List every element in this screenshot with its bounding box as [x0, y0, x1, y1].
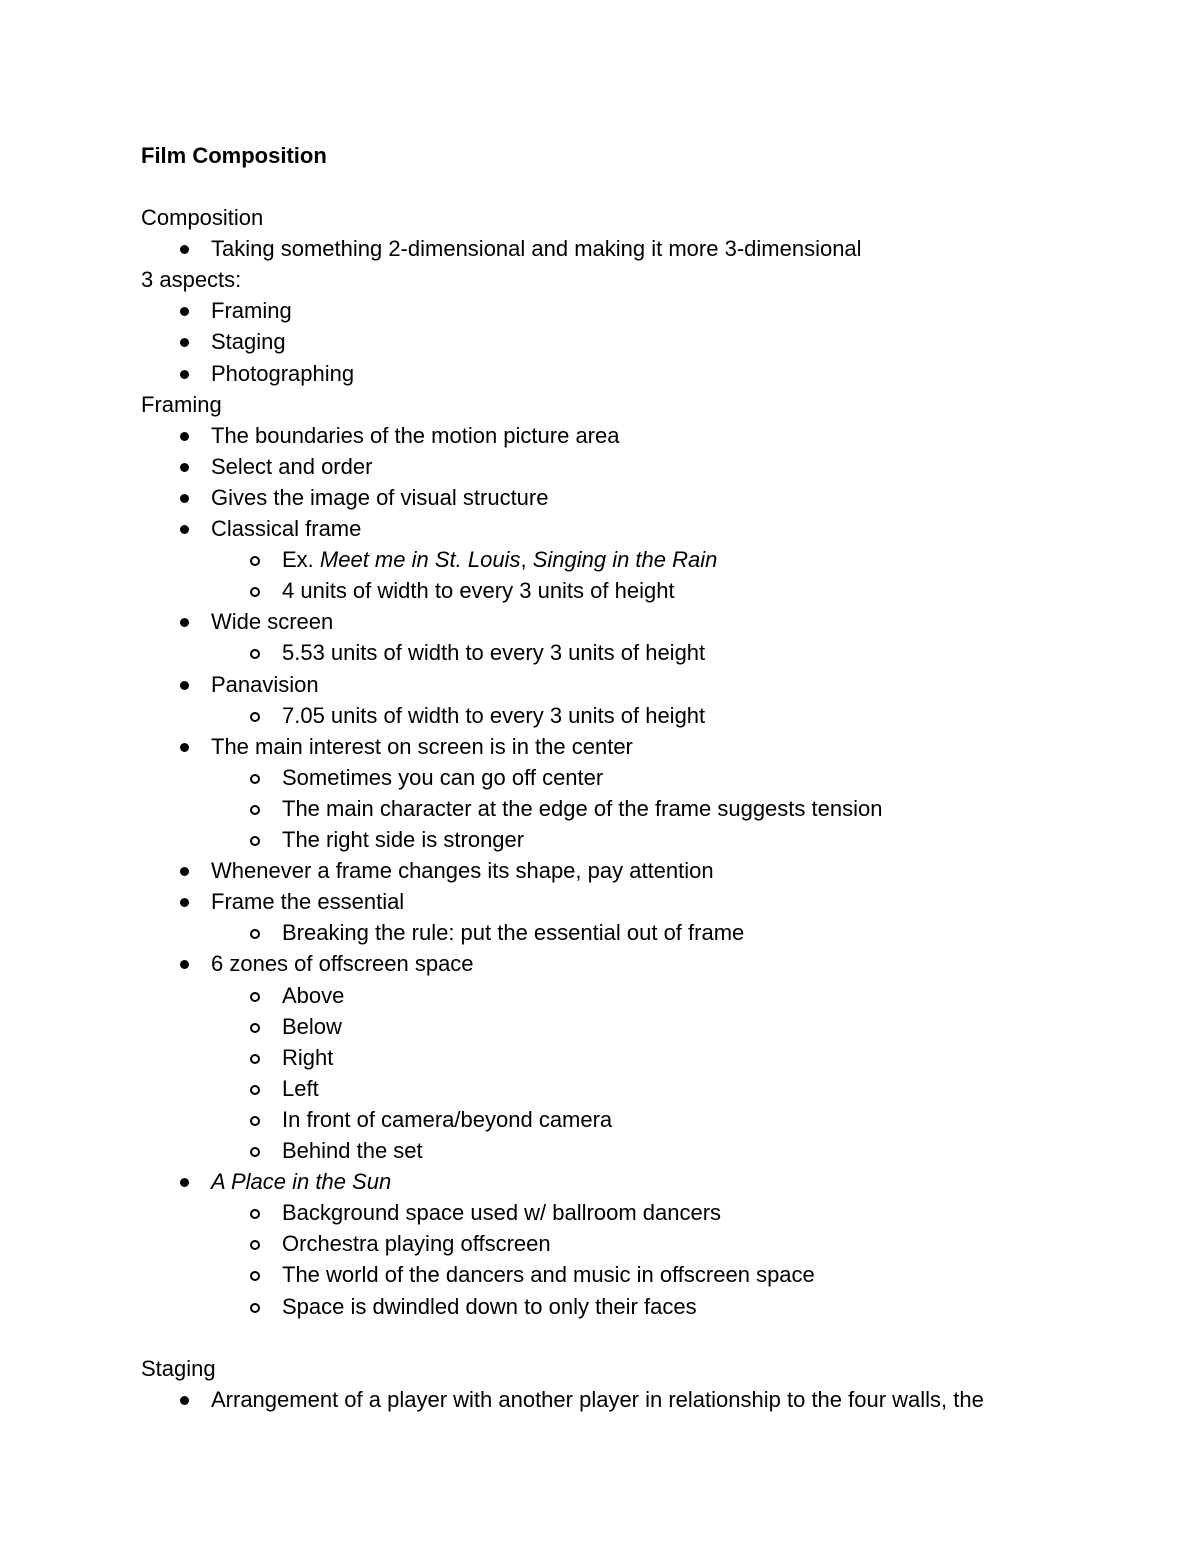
bullet-dot-icon [180, 743, 189, 752]
page-title: Film Composition [141, 143, 327, 168]
bullet-dot-icon [180, 898, 189, 907]
section-heading: Composition [141, 205, 264, 230]
italic-title-text: A Place in the Sun [211, 1169, 392, 1195]
section-heading: 3 aspects: [141, 267, 242, 293]
bullet-item: Panavision [211, 671, 319, 697]
sub-bullet-item: 4 units of width to every 3 units of height [282, 578, 675, 604]
bullet-item: Gives the image of visual structure [211, 484, 549, 510]
bullet-item: Photographing [211, 360, 355, 386]
bullet-item: Framing [211, 298, 292, 324]
sub-bullet-item [282, 547, 717, 573]
bullet-item: Taking something 2-dimensional and making it more 3-dimensional [211, 236, 862, 262]
sub-bullet-item: Above [282, 982, 345, 1008]
bullet-dot-icon [180, 1178, 189, 1187]
hollow-bullet-icon [250, 649, 260, 659]
bullet-item: Classical frame [211, 516, 362, 541]
bullet-item: Whenever a frame changes its shape, pay attention [211, 858, 714, 884]
bullet-dot-icon [180, 307, 189, 316]
bullet-dot-icon [180, 494, 189, 503]
bullet-dot-icon [180, 245, 189, 254]
italic-title-text: Singing in the Rain [532, 547, 718, 573]
sub-bullet-item: Left [282, 1075, 319, 1101]
hollow-bullet-icon [250, 712, 260, 722]
bullet-dot-icon [180, 370, 189, 379]
bullet-dot-icon [180, 618, 189, 627]
sub-bullet-item: The right side is stronger [282, 827, 525, 852]
bullet-dot-icon [180, 463, 189, 472]
hollow-bullet-icon [250, 836, 260, 846]
bullet-item: 6 zones of offscreen space [211, 951, 474, 977]
bullet-dot-icon [180, 525, 189, 534]
bullet-item: Wide screen [211, 609, 334, 635]
bullet-item [211, 1169, 391, 1195]
hollow-bullet-icon [250, 774, 260, 784]
bullet-item: The boundaries of the motion picture area [211, 422, 620, 448]
text-fragment: Ex. [282, 547, 320, 573]
bullet-dot-icon [180, 960, 189, 969]
hollow-bullet-icon [250, 929, 260, 939]
section-heading: Staging [141, 1355, 216, 1381]
sub-bullet-item: The world of the dancers and music in offscreen space [282, 1262, 815, 1288]
sub-bullet-item: Sometimes you can go off center [282, 764, 604, 790]
sub-bullet-item: Orchestra playing offscreen [282, 1231, 551, 1257]
hollow-bullet-icon [250, 992, 260, 1002]
hollow-bullet-icon [250, 1271, 260, 1281]
bullet-item: The main interest on screen is in the center [211, 733, 633, 759]
bullet-dot-icon [180, 681, 189, 690]
sub-bullet-item: The main character at the edge of the frame suggests tension [282, 795, 883, 821]
hollow-bullet-icon [250, 556, 260, 566]
italic-title-text: Meet me in St. Louis [319, 547, 521, 573]
text-fragment: , [520, 547, 533, 573]
hollow-bullet-icon [250, 1054, 260, 1064]
bullet-item: Frame the essential [211, 889, 405, 915]
sub-bullet-item: 5.53 units of width to every 3 units of height [282, 640, 706, 666]
bullet-item: Select and order [211, 453, 373, 479]
bullet-dot-icon [180, 432, 189, 441]
bullet-item: Arrangement of a player with another player in relationship to the four walls, the [211, 1386, 984, 1412]
hollow-bullet-icon [250, 1116, 260, 1126]
sub-bullet-item: Breaking the rule: put the essential out of frame [282, 920, 745, 946]
sub-bullet-item: Behind the set [282, 1138, 423, 1163]
section-heading: Framing [141, 391, 222, 417]
bullet-dot-icon [180, 867, 189, 876]
sub-bullet-item: Space is dwindled down to only their faces [282, 1293, 697, 1319]
hollow-bullet-icon [250, 1023, 260, 1033]
hollow-bullet-icon [250, 1147, 260, 1157]
bullet-dot-icon [180, 338, 189, 347]
hollow-bullet-icon [250, 587, 260, 597]
hollow-bullet-icon [250, 805, 260, 815]
hollow-bullet-icon [250, 1209, 260, 1219]
sub-bullet-item: Below [282, 1013, 342, 1039]
hollow-bullet-icon [250, 1303, 260, 1313]
bullet-item: Staging [211, 329, 286, 355]
sub-bullet-item: Right [282, 1044, 334, 1070]
sub-bullet-item: 7.05 units of width to every 3 units of height [282, 702, 706, 728]
hollow-bullet-icon [250, 1240, 260, 1250]
hollow-bullet-icon [250, 1085, 260, 1095]
sub-bullet-item: In front of camera/beyond camera [282, 1106, 613, 1132]
bullet-dot-icon [180, 1396, 189, 1405]
sub-bullet-item: Background space used w/ ballroom dancers [282, 1200, 722, 1226]
